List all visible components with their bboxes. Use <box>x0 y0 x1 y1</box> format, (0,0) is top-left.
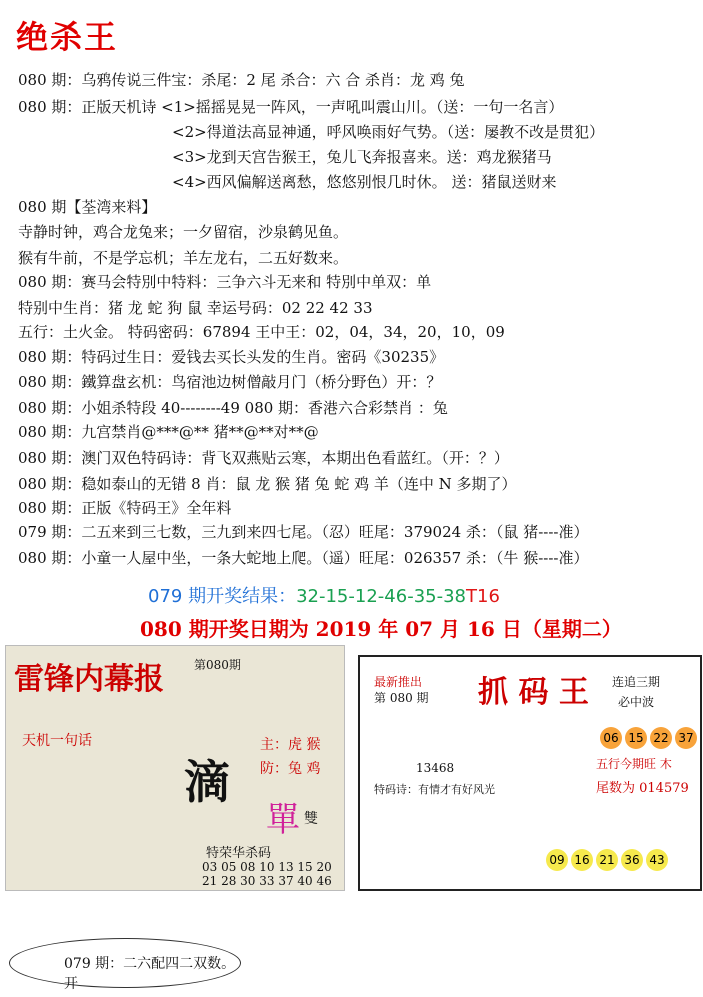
code: 13468 <box>416 761 455 775</box>
left-panel <box>5 645 345 891</box>
right-panel <box>358 655 702 891</box>
page-title: 绝杀王 <box>16 18 119 56</box>
text-line: 080 期：乌鸦传说三件宝：杀尾：2 尾 杀合：六 合 杀肖：龙 鸡 兔 <box>18 71 465 89</box>
big-char: 滴 <box>184 755 230 809</box>
result-number: 35- <box>413 586 444 607</box>
text-line: 猴有牛前，不是学忘机；羊左龙右，二五好数来。 <box>18 249 349 267</box>
result-number: 15- <box>325 586 355 607</box>
text-line: 080 期：赛马会特別中特料：三争六斗无来和 特別中单双：单 <box>18 273 432 291</box>
panel-issue: 第080期 <box>194 658 241 672</box>
text-line: 080 期【荃湾来料】 <box>18 198 157 216</box>
result-number: 32- <box>296 586 326 607</box>
single-char: 單 <box>266 800 300 840</box>
text-line: 080 期：鐵算盘玄机：鸟宿池边树僧敲月门（桥分野色）开：？ <box>18 373 442 391</box>
text-line: 080 期：澳门双色特码诗：背飞双燕贴云寒，本期出色看蓝红。（开：？） <box>18 449 509 467</box>
lucky-number: 06 <box>600 727 622 749</box>
text-line: 080 期：小姐杀特段 40--------49 080 期：香港六合彩禁肖 ：兔 <box>18 399 448 417</box>
zodiac-main: 主：虎 猴 <box>260 737 321 753</box>
text-line: 080 期：稳如泰山的无错 8 肖：鼠 龙 猴 猪 兔 蛇 鸡 羊（连中 N 多期了） <box>18 475 517 493</box>
text-line: 080 期：正版天机诗 <1>摇摇晃晃一阵风，一声吼叫震山川。（送：一句一名言） <box>18 98 564 116</box>
tail: 尾数为 014579 <box>596 781 689 796</box>
double-char: 雙 <box>304 811 318 827</box>
text-line: <3>龙到天宫告猴王，兔儿飞奔报喜来。送：鸡龙猴猪马 <box>172 148 552 166</box>
lucky-number: 15 <box>625 727 647 749</box>
right-title: 抓 码 王 <box>478 675 589 710</box>
result-number: 46- <box>384 586 414 607</box>
right-issue: 第 080 期 <box>374 691 429 705</box>
result-number: 12- <box>354 586 385 607</box>
text-line: 080 期：小童一人屋中坐，一条大蛇地上爬。（遥）旺尾：026357 杀：（牛 猴----准） <box>18 549 589 567</box>
badge: 最新推出 <box>374 675 423 689</box>
text-line: 特别中生肖：猪 龙 蛇 狗 鼠 幸运号码：02 22 42 33 <box>18 299 373 317</box>
text-line: <4>西风偏解送离愁，悠悠别恨几时休。 送：猪鼠送财来 <box>172 173 557 191</box>
lucky-number: 22 <box>650 727 672 749</box>
lucky-number: 21 <box>596 849 618 871</box>
panel-title: 雷锋内幕报 <box>14 662 164 697</box>
lucky-number: 36 <box>621 849 643 871</box>
text-line: <2>得道法高显神通，呼风唤雨好气势。（送：屡教不改是贯犯） <box>172 123 605 141</box>
text-line: 五行：土火金。 特码密码：67894 王中王：02，04，34，20，10，09 <box>18 323 505 341</box>
kill-numbers: 03 05 08 10 13 15 20 21 28 30 33 37 40 46 <box>202 860 332 888</box>
wuxing: 五行今期旺 木 <box>596 757 672 771</box>
kill-label: 特荣华杀码 <box>206 846 272 861</box>
result-number: 38 <box>443 586 467 607</box>
text-line: 080 期：九宫禁肖@***@** 猪**@**对**@ <box>18 423 319 441</box>
lucky-number: 09 <box>546 849 568 871</box>
zodiac-guard: 防：兔 鸡 <box>260 761 321 777</box>
text-line: 寺静时钟，鸡合龙兔来；一夕留宿，沙泉鹤见鱼。 <box>18 223 349 241</box>
lucky-number: 16 <box>571 849 593 871</box>
code-label: 特码诗：有情才有好风光 <box>374 783 495 796</box>
result-line: 079 期开奖结果：32-15-12-46-35-38T16 <box>148 586 500 607</box>
text-line: 080 期：正版《特码王》全年料 <box>18 499 232 517</box>
text-line: 080 期：特码过生日：爱钱去买长头发的生肖。密码《30235》 <box>18 348 445 366</box>
promo: 连追三期 <box>612 675 661 689</box>
lucky-number: 43 <box>646 849 668 871</box>
footer-note: 079 期：二六配四二双数。开 <box>9 938 241 988</box>
lucky-number: 37 <box>675 727 697 749</box>
text-line: 079 期：二五来到三七数，三九到来四七尾。（忍）旺尾：379024 杀：（鼠 猪----准） <box>18 523 589 541</box>
section-title: 天机一句话 <box>22 733 92 749</box>
promo-2: 必中波 <box>618 695 655 709</box>
draw-date: 080 期开奖日期为 2019 年 07 月 16 日（星期二） <box>140 617 622 641</box>
